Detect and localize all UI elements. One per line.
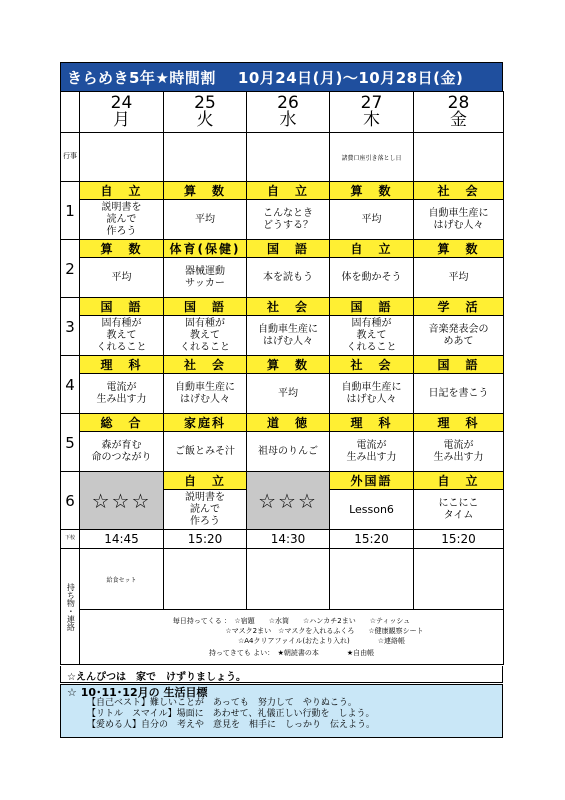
lesson-content-line: 器械運動 — [185, 265, 225, 277]
subject-row — [61, 240, 504, 258]
content-cell-mon — [80, 374, 164, 414]
lesson-content-line: 日記を書こう — [428, 387, 489, 399]
timetable — [60, 91, 504, 665]
lesson-content-line: めあて — [443, 335, 474, 347]
belongings-label: 持ち物・連絡 — [61, 549, 80, 665]
content-cell-thu — [330, 258, 414, 298]
subject-cell-fri: 理 科 — [414, 414, 504, 432]
subject-cell-tue: 自 立 — [164, 472, 247, 490]
lesson-content-line: 生み出す力 — [433, 451, 484, 463]
lesson-content-line: はげむ人々 — [263, 335, 313, 347]
lesson-content-line: 平均 — [195, 213, 215, 225]
lesson-content-line: 固有種が — [185, 317, 225, 329]
lesson-content-line: はげむ人々 — [180, 393, 230, 405]
event-cell-wed — [247, 133, 330, 182]
event-cell-thu: 諸費口座引き落とし日 — [330, 133, 414, 182]
lesson-content-line: こんなとき — [263, 207, 313, 219]
day-header-fri — [414, 92, 504, 133]
content-cell-mon — [80, 200, 164, 240]
goal-item: 【自己ベスト】難しいことが あっても 努力して やりぬこう。 — [87, 698, 357, 708]
lesson-content-line: 説明書を — [101, 201, 142, 213]
period-number: 5 — [61, 414, 80, 472]
content-row — [61, 432, 504, 472]
lesson-content-line: 平均 — [278, 387, 298, 399]
subject-cell-tue: 算 数 — [164, 182, 247, 200]
end-time-row — [61, 530, 504, 549]
content-cell-fri — [414, 258, 504, 298]
subject-cell-thu: 自 立 — [330, 240, 414, 258]
subject-cell-fri: 学 活 — [414, 298, 504, 316]
content-cell-tue — [164, 316, 247, 356]
lesson-content-line: 電流が — [106, 381, 137, 393]
content-cell-mon — [80, 316, 164, 356]
end-time-wed: 14:30 — [247, 530, 330, 549]
subject-cell-fri: 自 立 — [414, 472, 504, 490]
lesson-content-line: 教えて — [190, 329, 220, 341]
goal-item: 【リトル スマイル】場面に あわせて、礼儀正しい行動を しよう。 — [87, 709, 375, 719]
lesson-content-line: 読んで — [190, 503, 220, 515]
content-cell-fri — [414, 432, 504, 472]
day-number: 25 — [194, 93, 216, 113]
title-main: きらめき5年★時間割 — [67, 68, 216, 87]
lesson-content-line: ご飯とみそ汁 — [175, 445, 235, 457]
lesson-content-line: タイム — [443, 509, 474, 521]
content-row — [61, 374, 504, 414]
lesson-content-line: 教えて — [106, 329, 137, 341]
subject-cell-mon: 国 語 — [80, 298, 164, 316]
content-cell-fri — [414, 374, 504, 414]
belongings-cell-fri — [414, 549, 504, 610]
goals-title: ☆ 10･11･12月の 生活目標 — [67, 686, 208, 699]
timetable-sheet — [60, 62, 503, 665]
content-cell-thu: Lesson6 — [330, 490, 414, 530]
day-number: 27 — [360, 93, 383, 113]
subject-row — [61, 356, 504, 374]
end-time-fri: 15:20 — [414, 530, 504, 549]
lesson-content-line: どうする？ — [263, 219, 313, 231]
notes-row — [61, 610, 504, 665]
lesson-content-line: 祖母のりんご — [258, 445, 318, 457]
note-line: ☆マスク2まい ☆マスクを入れるふくろ ☆健康観察シート — [225, 627, 424, 635]
subject-cell-mon: 理 科 — [80, 356, 164, 374]
content-cell-tue — [164, 490, 247, 530]
title-date-range: 10月24日(月)～10月28日(金) — [237, 68, 464, 87]
lesson-content-line: 電流が — [356, 439, 387, 451]
lesson-content-line: 生み出す力 — [346, 451, 397, 463]
events-label: 行事 — [61, 133, 80, 182]
lesson-content-line: サッカー — [185, 277, 225, 289]
subject-cell-tue: 社 会 — [164, 356, 247, 374]
lesson-content-line: 読んで — [106, 213, 137, 225]
content-cell-thu — [330, 432, 414, 472]
content-cell-fri — [414, 200, 504, 240]
goal-item: 【愛める人】自分の 考えや 意見を 相手に しっかり 伝えよう。 — [87, 720, 376, 730]
lesson-content-line: 平均 — [361, 213, 382, 225]
note-line: 持ってきても よい： ★朝読書の本 ★自由帳 — [208, 649, 375, 657]
lesson-content-line: 固有種が — [351, 317, 392, 329]
subject-cell-fri: 社 会 — [414, 182, 504, 200]
day-name: 月 — [113, 110, 130, 130]
day-header-thu — [330, 92, 414, 133]
day-number: 28 — [447, 93, 470, 113]
lesson-content-line: 電流が — [443, 439, 474, 451]
subject-cell-wed: 社 会 — [247, 298, 330, 316]
period-number: 4 — [61, 356, 80, 414]
day-name: 金 — [450, 110, 467, 130]
lesson-content-line: 自動車生産に — [428, 207, 489, 219]
subject-cell-mon: 総 合 — [80, 414, 164, 432]
end-time-mon: 14:45 — [80, 530, 164, 549]
day-number: 26 — [277, 93, 299, 113]
lesson-content-line: 自動車生産に — [341, 381, 402, 393]
subject-cell-wed: 道 徳 — [247, 414, 330, 432]
end-time-thu: 15:20 — [330, 530, 414, 549]
lesson-content-line: はげむ人々 — [346, 393, 397, 405]
lesson-content-line: 命のつながり — [91, 451, 152, 463]
content-row — [61, 316, 504, 356]
events-row — [61, 133, 504, 182]
content-cell-thu — [330, 200, 414, 240]
period-number: 2 — [61, 240, 80, 298]
daily-items-note — [80, 610, 504, 665]
event-cell-fri — [414, 133, 504, 182]
subject-row — [61, 298, 504, 316]
belongings-row — [61, 549, 504, 610]
content-row — [61, 258, 504, 298]
lesson-content-line: 作ろう — [190, 515, 220, 527]
lesson-content-line: 森が育む — [101, 439, 142, 451]
subject-cell-wed: 国 語 — [247, 240, 330, 258]
content-cell-tue — [164, 432, 247, 472]
end-time-tue: 15:20 — [164, 530, 247, 549]
content-cell-wed — [247, 432, 330, 472]
lesson-content-line: 音楽発表会の — [428, 323, 489, 335]
subject-cell-wed: 算 数 — [247, 356, 330, 374]
belongings-cell-wed — [247, 549, 330, 610]
day-name: 火 — [196, 110, 214, 130]
subject-cell-thu: 国 語 — [330, 298, 414, 316]
end-time-label: 下校 — [61, 530, 80, 549]
lesson-content-line: はげむ人々 — [433, 219, 484, 231]
lesson-content-line: にこにこ — [438, 497, 479, 509]
content-cell-mon — [80, 258, 164, 298]
belongings-cell-tue — [164, 549, 247, 610]
subject-cell-fri: 国 語 — [414, 356, 504, 374]
corner-cell — [61, 92, 80, 133]
lesson-content-line: 固有種が — [101, 317, 142, 329]
day-header-mon — [80, 92, 164, 133]
lesson-content-line: 自動車生産に — [175, 381, 235, 393]
subject-cell-thu: 理 科 — [330, 414, 414, 432]
content-row — [61, 200, 504, 240]
day-number: 24 — [110, 93, 133, 113]
belongings-cell-thu — [330, 549, 414, 610]
lesson-content-line: くれること — [346, 341, 397, 353]
subject-cell-tue: 国 語 — [164, 298, 247, 316]
lesson-content-line: 生み出す力 — [96, 393, 147, 405]
period-number: 3 — [61, 298, 80, 356]
content-cell-thu — [330, 374, 414, 414]
content-cell-wed — [247, 374, 330, 414]
title-bar — [60, 62, 503, 91]
lesson-content-line: 体を動かそう — [341, 271, 402, 283]
lesson-content-line: 平均 — [448, 271, 469, 283]
subject-cell-mon: 算 数 — [80, 240, 164, 258]
belongings-cell-mon: 給食セット — [80, 549, 164, 610]
lesson-content-line: 自動車生産に — [258, 323, 318, 335]
content-cell-wed — [247, 316, 330, 356]
no-class-cell-mon: ☆☆☆ — [80, 472, 164, 530]
header-row — [61, 92, 504, 133]
note-line: 毎日持ってくる ： ☆宿題 ☆水筒 ☆ハンカチ2まい ☆ティッシュ — [172, 617, 411, 625]
content-cell-thu — [330, 316, 414, 356]
content-cell-wed — [247, 200, 330, 240]
subject-cell-thu: 算 数 — [330, 182, 414, 200]
content-cell-tue — [164, 258, 247, 298]
subject-cell-thu: 外国語 — [330, 472, 414, 490]
content-cell-fri — [414, 316, 504, 356]
period-number: 1 — [61, 182, 80, 240]
subject-row — [61, 182, 504, 200]
lesson-content-line: 教えて — [356, 329, 387, 341]
day-name: 水 — [279, 110, 297, 130]
subject-cell-thu: 社 会 — [330, 356, 414, 374]
content-cell-fri — [414, 490, 504, 530]
lesson-content-line: 本を読もう — [263, 271, 313, 283]
day-header-wed — [247, 92, 330, 133]
pencil-note: ☆えんぴつは 家で けずりましょう。 — [60, 666, 503, 683]
life-goals-box — [60, 684, 503, 738]
lesson-content-line: 説明書を — [185, 491, 225, 503]
content-cell-tue — [164, 374, 247, 414]
day-header-tue — [164, 92, 247, 133]
content-cell-tue — [164, 200, 247, 240]
lesson-content-line: くれること — [96, 341, 147, 353]
note-line: ☆A4クリアファイル(おたより入れ) ☆連絡帳 — [237, 637, 406, 645]
event-cell-tue — [164, 133, 247, 182]
period-number: 6 — [61, 472, 80, 530]
subject-row — [61, 414, 504, 432]
subject-row — [61, 472, 504, 490]
no-class-cell-wed: ☆☆☆ — [247, 472, 330, 530]
subject-cell-tue: 体育(保健) — [164, 240, 247, 258]
content-cell-wed — [247, 258, 330, 298]
lesson-content-line: くれること — [180, 341, 230, 353]
subject-cell-mon: 自 立 — [80, 182, 164, 200]
day-name: 木 — [363, 110, 380, 130]
subject-cell-wed: 自 立 — [247, 182, 330, 200]
lesson-content-line: 平均 — [111, 271, 132, 283]
event-cell-mon — [80, 133, 164, 182]
subject-cell-tue: 家庭科 — [164, 414, 247, 432]
subject-cell-fri: 算 数 — [414, 240, 504, 258]
lesson-content-line: 作ろう — [106, 225, 137, 237]
content-cell-mon — [80, 432, 164, 472]
